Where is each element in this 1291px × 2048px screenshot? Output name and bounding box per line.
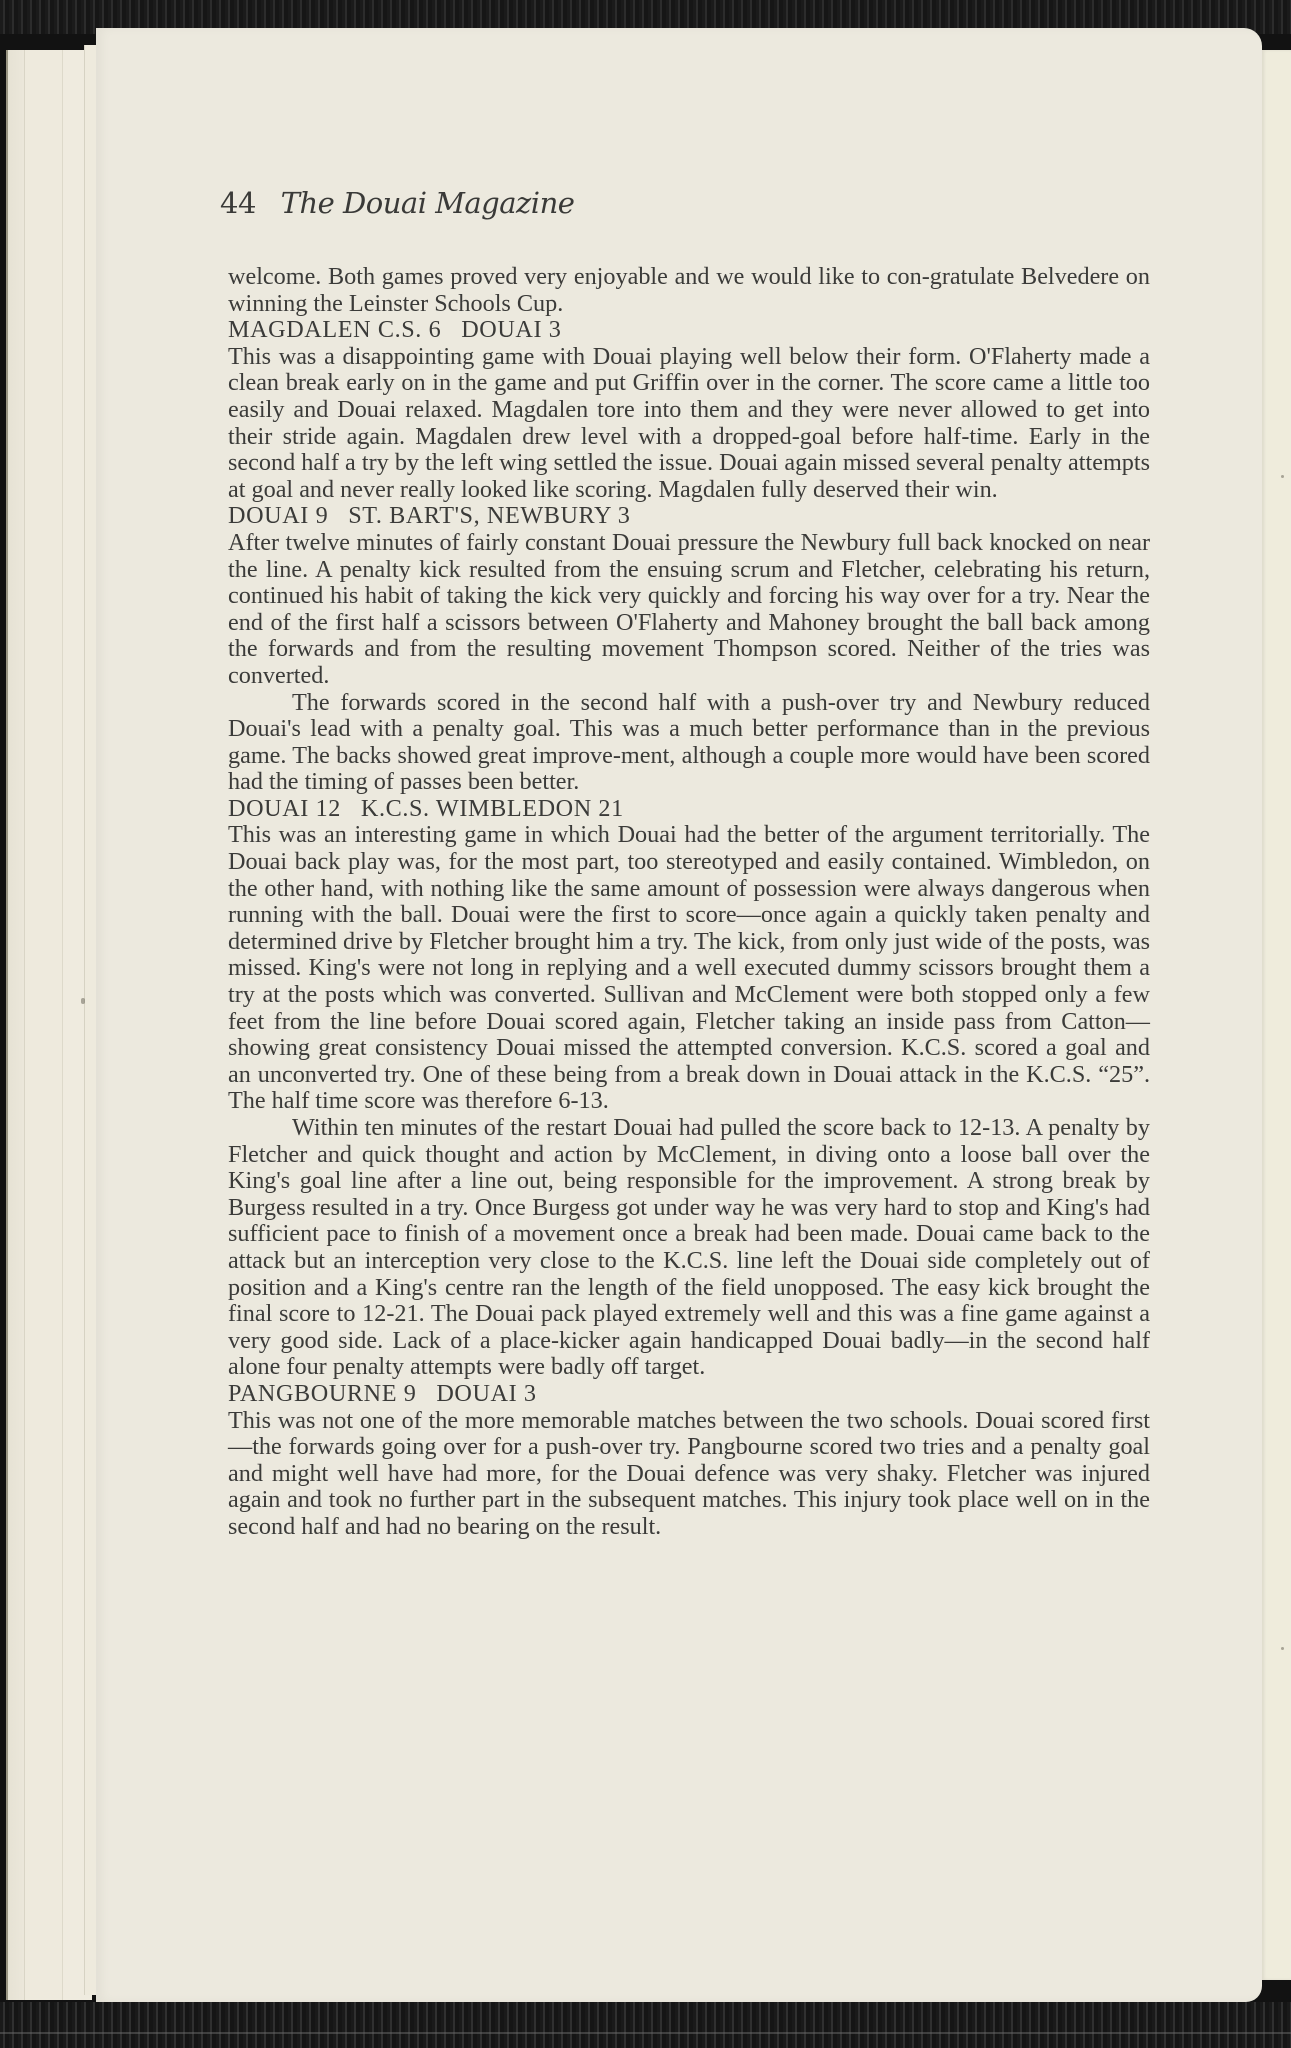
match-report-paragraph: After twelve minutes of fairly constant Douai pressure the Newbury full back knocked on near the line. A penalty kick resulted from the ensuing scrum and Fletcher, celebrating his return, continued his habit of taking the kick very quickly and forcing his way over for a try. Near the end of the first half a scissors between O'Flaherty and Mahoney brought the ball back among the forwards and from the resulting movement Thompson scored. Neither of the tries was converted. xyxy=(228,528,1150,689)
publication-title: The Douai Magazine xyxy=(280,186,575,220)
intro-paragraph: welcome. Both games proved very enjoyable and we would like to con-gratulate Belvedere on winning the Leinster Schools Cup. xyxy=(228,263,1150,317)
running-header xyxy=(220,186,574,220)
match-report-paragraph: This was a disappointing game with Douai playing well below their form. O'Flaherty made a clean break early on in the game and put Griffin over in the corner. The score came a little too easily and Douai relaxed. Magdalen tore into them and they were never allowed to get into their stride again. Magdalen drew level with a dropped-goal before half-time. Early in the second half a try by the left wing settled the issue. Douai again missed several penalty attempts at goal and never really looked like scoring. Magdalen fully deserved their win. xyxy=(228,342,1150,503)
match-heading: DOUAI 9 ST. BART'S, NEWBURY 3 xyxy=(228,502,631,530)
page-number: 44 xyxy=(220,186,256,220)
match-report-paragraph: This was not one of the more memorable matches between the two schools. Douai scored first—the forwards going over for a push-over try. Pangbourne scored two tries and a penalty goal and might well have had more, for the Douai defence was very shaky. Fletcher was injured again and took no further part in the subsequent matches. This injury took place well on in the second half and had no bearing on the result. xyxy=(228,1406,1150,1540)
paper-speck xyxy=(1281,1647,1284,1650)
match-heading: MAGDALEN C.S. 6 DOUAI 3 xyxy=(228,316,562,344)
match-report-paragraph: Within ten minutes of the restart Douai had pulled the score back to 12-13. A penalty by Fletcher and quick thought and action by McClement, in diving onto a loose ball over the King's goal line after a line out, being responsible for the improvement. A strong break by Burgess resulted in a try. Once Burgess got under way he was very hard to stop and King's had sufficient pace to finish of a movement once a break had been made. Douai came back to the attack but an interception very close to the K.C.S. line left the Douai side completely out of position and a King's centre ran the length of the field unopposed. The easy kick brought the final score to 12-21. The Douai pack played extremely well and this was a fine game against a very good side. Lack of a place-kicker again handicapped Douai badly—in the second half alone four penalty attempts were badly off target. xyxy=(228,1114,1150,1381)
match-report-paragraph: The forwards scored in the second half with a push-over try and Newbury reduced Douai's lead with a penalty goal. This was a much better performance than in the previous game. The backs showed great improve-ment, although a couple more would have been scored had the timing of passes been better. xyxy=(228,688,1150,796)
next-page-edge xyxy=(1262,50,1291,1980)
match-heading: DOUAI 12 K.C.S. WIMBLEDON 21 xyxy=(228,794,624,822)
paper-speck xyxy=(1281,475,1284,478)
match-report-paragraph: This was an interesting game in which Douai had the better of the argument territorially. The Douai back play was, for the most part, too stereotyped and easily contained. Wimbledon, on the other hand, with nothing like the same amount of possession were always dangerous when running with the ball. Douai were the first to score—once again a quickly taken penalty and determined drive by Fletcher brought him a try. The kick, from only just wide of the posts, was missed. King's were not long in replying and a well executed dummy scissors brought them a try at the posts which was converted. Sullivan and McClement were both stopped only a few feet from the line before Douai scored again, Fletcher taking an inside pass from Catton—showing great consistency Douai missed the attempted conversion. K.C.S. scored a goal and an unconverted try. One of these being from a break down in Douai attack in the K.C.S. “25”. The half time score was therefore 6-13. xyxy=(228,821,1150,1115)
page-stack-edge xyxy=(24,50,64,2000)
book-cover-bottom-edge xyxy=(0,2002,1291,2048)
match-heading: PANGBOURNE 9 DOUAI 3 xyxy=(228,1379,537,1407)
article-body xyxy=(228,264,1150,1541)
paper-speck xyxy=(81,998,85,1004)
